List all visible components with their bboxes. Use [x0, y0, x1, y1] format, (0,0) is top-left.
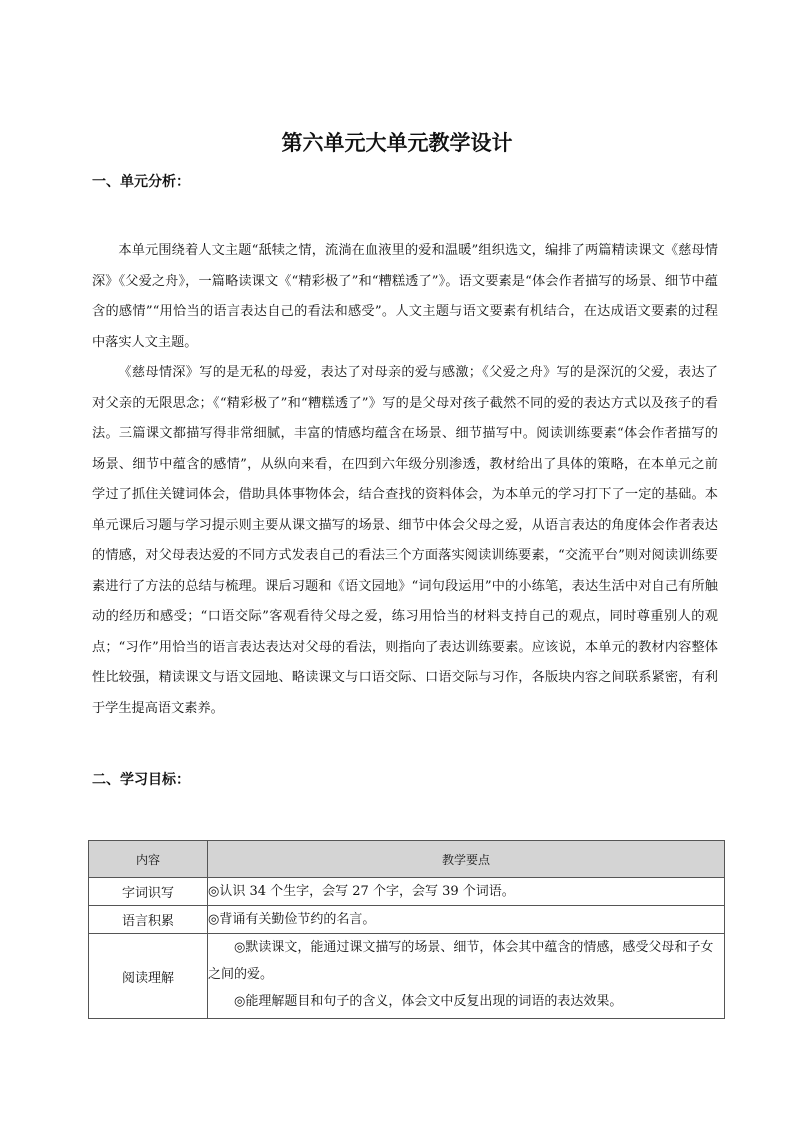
- learning-goals-table: [88, 840, 725, 1019]
- table-row: [89, 906, 725, 934]
- teaching-point: ◎默读课文，能通过课文描写的场景、细节，体会其中蕴含的情感，感受父母和子女之间的爱。: [208, 940, 714, 982]
- teaching-point: ◎认识 34 个生字，会写 27 个字，会写 39 个词语。: [208, 884, 515, 899]
- row-category: 字词识写: [89, 878, 208, 906]
- row-points: [208, 906, 725, 934]
- table-row: [89, 934, 725, 1019]
- paragraph: 《慈母情深》写的是无私的母爱，表达了对母亲的爱与感激；《父爱之舟》写的是深沉的父爱，表达了对父亲的无限思念；《“精彩极了”和“糟糕透了”》写的是父母对孩子截然不同的爱的表达方式以及孩子的看法。三篇课文都描写得非常细腻，丰富的情感均蕴含在场景、细节描写中。阅读训练要素“体会作者描写的场景、细节中蕴含的感情”，从纵向来看，在四到六年级分别渗透，教材给出了具体的策略，在本单元之前学过了抓住关键词体会，借助具体事物体会，结合查找的资料体会，为本单元的学习打下了一定的基础。本单元课后习题与学习提示则主要从课文描写的场景、细节中体会父母之爱，从语言表达的角度体会作者表达的情感，对父母表达爱的不同方式发表自己的看法三个方面落实阅读训练要素，“交流平台”则对阅读训练要素进行了方法的总结与梳理。课后习题和《语文园地》“词句段运用”中的小练笔，表达生活中对自己有所触动的经历和感受；“口语交际”客观看待父母之爱，练习用恰当的材料支持自己的观点，同时尊重别人的观点；“习作”用恰当的语言表达表达对父母的看法，则指向了表达训练要素。应该说，本单元的教材内容整体性比较强，精读课文与语文园地、略读课文与口语交际、口语交际与习作，各版块内容之间联系紧密，有利于学生提高语文素养。: [92, 365, 718, 716]
- teaching-point: ◎能理解题目和句子的含义，体会文中反复出现的词语的表达效果。: [234, 994, 623, 1009]
- table-row: [89, 878, 725, 906]
- column-header-content: 内容: [89, 841, 208, 878]
- unit-analysis-body: [92, 236, 718, 724]
- page-title: 第六单元大单元教学设计: [281, 131, 513, 155]
- column-header-teaching-points: 教学要点: [208, 841, 725, 878]
- paragraph: 本单元围绕着人文主题“舐犊之情，流淌在血液里的爱和温暖”组织选文，编排了两篇精读课文《慈母情深》《父爱之舟》，一篇略读课文《“精彩极了”和“糟糕透了”》。语文要素是“体会作者描写的场景、细节中蕴含的感情”“用恰当的语言表达自己的看法和感受”。人文主题与语文要素有机结合，在达成语文要素的过程中落实人文主题。: [92, 243, 718, 350]
- row-category: 语言积累: [89, 906, 208, 934]
- section-heading-unit-analysis: 一、单元分析：: [92, 174, 190, 190]
- table-header-row: [89, 841, 725, 878]
- section-heading-learning-goals: 二、学习目标：: [92, 772, 190, 788]
- row-points: [208, 878, 725, 906]
- teaching-point: ◎背诵有关勤俭节约的名言。: [208, 912, 376, 927]
- row-points: [208, 934, 725, 1019]
- row-category: 阅读理解: [89, 934, 208, 1019]
